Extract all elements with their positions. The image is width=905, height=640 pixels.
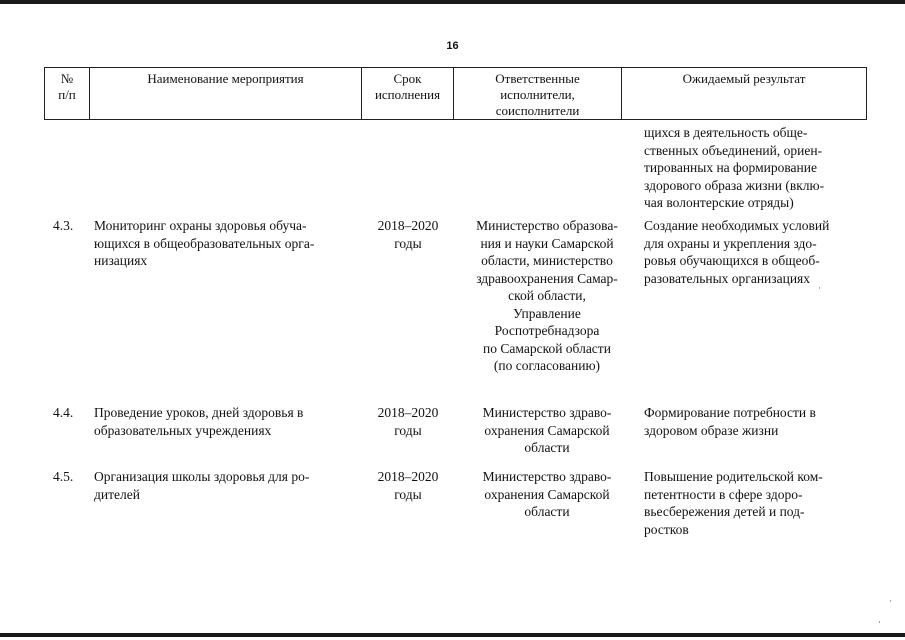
header-activity-name: Наименование мероприятия: [90, 68, 362, 119]
scan-speck: ·: [889, 597, 892, 607]
header-expected-result: Ожидаемый результат: [682, 71, 806, 86]
row-expected-result: Повышение родительской ком- петентности в сфере здоро- вьесбережения детей и под- ростков: [644, 469, 823, 537]
row-activity-name: Мониторинг охраны здоровья обуча- ющихся в общеобразовательных орга- низациях: [94, 218, 315, 268]
continuation-result: щихся в деятельность обще- ственных объединений, ориен- тированных на формирование здорового образа жизни (вклю- чая волонтерские отряды): [644, 125, 825, 210]
header-responsible: Ответственные исполнители, соисполнители: [454, 68, 622, 119]
row-term: 2018–2020 годы: [377, 218, 439, 251]
row-responsible: Министерство здраво- охранения Самарской области: [482, 405, 612, 455]
row-number: 4.3.: [53, 218, 74, 233]
row-responsible: Министерство образова- ния и науки Самарской области, министерство здравоохранения Самар- ской области, Управление Роспотребнадзора по Самарской области (по согласованию): [476, 218, 618, 373]
table-header: [44, 67, 867, 120]
row-term: 2018–2020 годы: [377, 469, 439, 502]
row-number: 4.5.: [53, 469, 74, 484]
row-activity-name: Проведение уроков, дней здоровья в образовательных учреждениях: [94, 405, 304, 438]
row-responsible: Министерство здраво- охранения Самарской области: [482, 469, 612, 519]
row-activity-name: Организация школы здоровья для ро- дителей: [94, 469, 310, 502]
row-term: 2018–2020 годы: [377, 405, 439, 438]
row-expected-result: Формирование потребности в здоровом образе жизни: [644, 405, 816, 438]
row-expected-result: Создание необходимых условий для охраны и укрепления здо- ровья обучающихся в общеоб- разовательных организациях: [644, 218, 830, 286]
scan-speck: ·: [878, 618, 881, 628]
header-number: № п/п: [45, 68, 90, 119]
scan-speck: ·: [818, 284, 821, 294]
page-number: 16: [446, 40, 459, 52]
row-number: 4.4.: [53, 405, 74, 420]
header-term: Срок исполнения: [362, 68, 454, 119]
bottom-border-line: [0, 633, 905, 637]
top-border-line: [0, 0, 905, 4]
